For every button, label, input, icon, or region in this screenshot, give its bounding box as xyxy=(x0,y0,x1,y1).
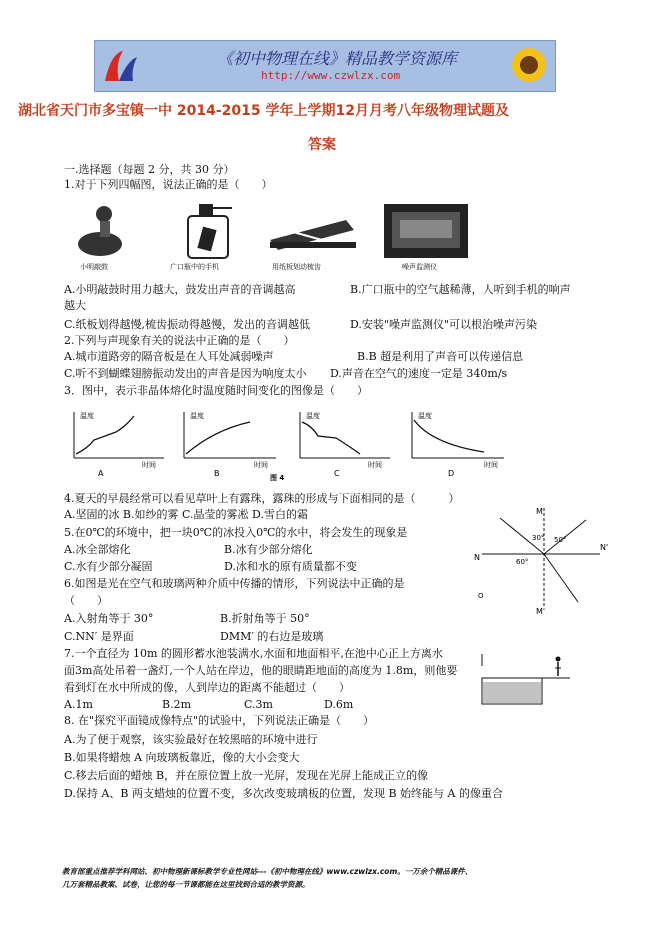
q8-option-b: B.如果将蜡烛 A 向玻璃板靠近，像的大小会变大 xyxy=(64,751,300,764)
banner-url[interactable]: http://www.czwlzx.com xyxy=(261,69,401,82)
graph-b-ylabel: 温度 xyxy=(190,412,204,420)
q7-option-b: B.2m xyxy=(162,698,192,711)
q4-stem: 4.夏天的早晨经常可以看见草叶上有露珠，露珠的形成与下面相同的是（ ） xyxy=(64,492,460,505)
q6-option-a: A.入射角等于 30° xyxy=(64,612,154,625)
q1-option-c: C.纸板划得越慢,梳齿振动得越慢，发出的音调越低 xyxy=(64,318,311,331)
q6-angle-50: 50° xyxy=(554,536,567,544)
q6-paren: （ ） xyxy=(64,594,108,607)
q2-option-a: A.城市道路旁的隔音板是在人耳处减弱噪声 xyxy=(64,350,274,363)
banner-slogan: 《初中物理在线》精品教学资源库 xyxy=(217,49,458,68)
q6-label-m2: M' xyxy=(536,607,546,614)
q6-angle-60: 60° xyxy=(516,558,529,566)
graph-d xyxy=(412,411,504,478)
q7-stem-3: 看到灯在水中所成的像，人到岸边的距离不能超过（ ） xyxy=(64,681,350,694)
header-banner xyxy=(94,40,556,92)
q8-stem: 8. 在"探究平面镜成像特点"的试验中，下列说法正确是（ ） xyxy=(64,714,375,727)
q1-option-b: B.广口瓶中的空气越稀薄，人听到手机的响声 xyxy=(350,283,571,296)
q7-option-d: D.6m xyxy=(324,698,354,711)
q6-stem: 6.如图是光在空气和玻璃两种介质中传播的情形，下列说法中正确的是 xyxy=(64,577,405,590)
q8-option-c: C.移去后面的蜡烛 B，并在原位置上放一光屏，发现在光屏上能成正立的像 xyxy=(64,769,429,782)
q6-label-m: M xyxy=(536,507,543,516)
q6-option-c: C.NN′ 是界面 xyxy=(64,630,134,643)
graph-d-ylabel: 温度 xyxy=(418,412,432,420)
q6-label-o: O xyxy=(478,592,484,600)
q6-option-d: DMM′ 的右边是玻璃 xyxy=(220,630,324,643)
q1-caption-2: 广口瓶中的手机 xyxy=(170,263,219,271)
page-title-cont: 答案 xyxy=(308,137,336,153)
graph-c-label: C xyxy=(334,469,340,478)
q7-option-c: C.3m xyxy=(244,698,273,711)
q5-option-a: A.冰全部熔化 xyxy=(64,543,131,556)
q7-option-a: A.1m xyxy=(64,698,93,711)
q6-label-n2: N' xyxy=(600,543,609,552)
q6-label-n: N xyxy=(474,553,480,562)
q6-angle-30: 30° xyxy=(532,534,545,542)
drum-figure xyxy=(78,206,122,256)
graph-a xyxy=(74,411,164,478)
graph-c-ylabel: 温度 xyxy=(306,412,320,420)
graph-d-xlabel: 时间 xyxy=(484,461,498,469)
q5-option-d: D.冰和水的原有质量都不变 xyxy=(224,560,357,573)
q2-option-c: C.听不到蝴蝶翅膀振动发出的声音是因为响度太小 xyxy=(64,367,307,380)
q8-option-d: D.保持 A、B 两支蜡烛的位置不变，多次改变玻璃板的位置，发现 B 始终能与 A 的像重合 xyxy=(64,787,503,800)
q5-option-b: B.冰有少部分熔化 xyxy=(224,543,313,556)
section-heading: 一.选择题（每题 2 分，共 30 分） xyxy=(64,163,235,176)
comb-figure xyxy=(270,220,356,250)
q1-caption-1: 小明敲鼓 xyxy=(80,263,108,271)
q3-stem: 3．图中，表示非晶体熔化时温度随时间变化的图像是（ ） xyxy=(64,384,368,397)
q1-option-a: A.小明敲鼓时用力越大，鼓发出声音的音调越高 xyxy=(64,283,296,296)
q7-pool-diagram xyxy=(480,652,572,708)
graph-a-label: A xyxy=(98,469,104,478)
graph-c xyxy=(300,411,390,478)
q3-figure-number: 图 4 xyxy=(270,474,285,482)
jar-phone-figure xyxy=(188,204,232,258)
q6-light-diagram xyxy=(474,502,614,614)
q1-caption-3: 用纸板划动梳齿 xyxy=(272,263,321,271)
q2-stem: 2.下列与声现象有关的说法中正确的是（ ） xyxy=(64,334,295,347)
graph-b xyxy=(184,411,276,478)
q2-option-d: D.声音在空气的速度一定是 340m/s xyxy=(330,367,508,380)
q1-stem: 1.对于下列四幅图，说法正确的是（ ） xyxy=(64,178,273,191)
q5-stem: 5.在0℃的环境中，把一块0℃的冰投入0℃的水中，将会发生的现象是 xyxy=(64,526,408,539)
q4-options: A.坚固的冰 B.如纱的雾 C.晶莹的雾凇 D.雪白的霜 xyxy=(64,508,308,521)
page-title: 湖北省天门市多宝镇一中 2014-2015 学年上学期12月月考八年级物理试题及 xyxy=(18,103,509,119)
q2-option-b: B.B 超是利用了声音可以传递信息 xyxy=(357,350,524,363)
q1-caption-4: 噪声监测仪 xyxy=(402,263,437,271)
q8-option-a: A.为了便于观察，该实验最好在较黑暗的环境中进行 xyxy=(64,733,318,746)
graph-d-label: D xyxy=(448,469,455,478)
q1-option-b-cont: 越大 xyxy=(64,299,86,312)
q7-stem-1: 7.一个直径为 10m 的圆形蓄水池装满水,水面和地面相平,在池中心正上方离水 xyxy=(64,647,443,660)
q3-graphs xyxy=(64,404,504,484)
q7-stem-2: 面3m高处吊着一盏灯,一个人站在岸边，他的眼睛距地面的高度为 1.8m，则他要 xyxy=(64,664,458,677)
graph-c-xlabel: 时间 xyxy=(368,461,382,469)
graph-b-label: B xyxy=(214,469,220,478)
q6-option-b: B.折射角等于 50° xyxy=(220,612,310,625)
footer-line-1: 教育部重点推荐学科网站、初中物理新课标教学专业性网站---《初中物理在线》www.czwlzx.com。一万余个精品课件、 xyxy=(62,867,473,876)
noise-meter-figure xyxy=(384,204,468,258)
footer-line-2: 几万套精品教案、试卷，让您的每一节课都能在这里找到合适的教学资源。 xyxy=(62,880,310,889)
sunflower-icon xyxy=(509,45,549,85)
q5-option-c: C.水有少部分凝固 xyxy=(64,560,153,573)
graph-a-xlabel: 时间 xyxy=(142,461,156,469)
graph-a-ylabel: 温度 xyxy=(80,412,94,420)
site-logo-icon xyxy=(101,47,141,85)
graph-b-xlabel: 时间 xyxy=(254,461,268,469)
q1-option-d: D.安装"噪声监测仪"可以根治噪声污染 xyxy=(350,318,538,331)
